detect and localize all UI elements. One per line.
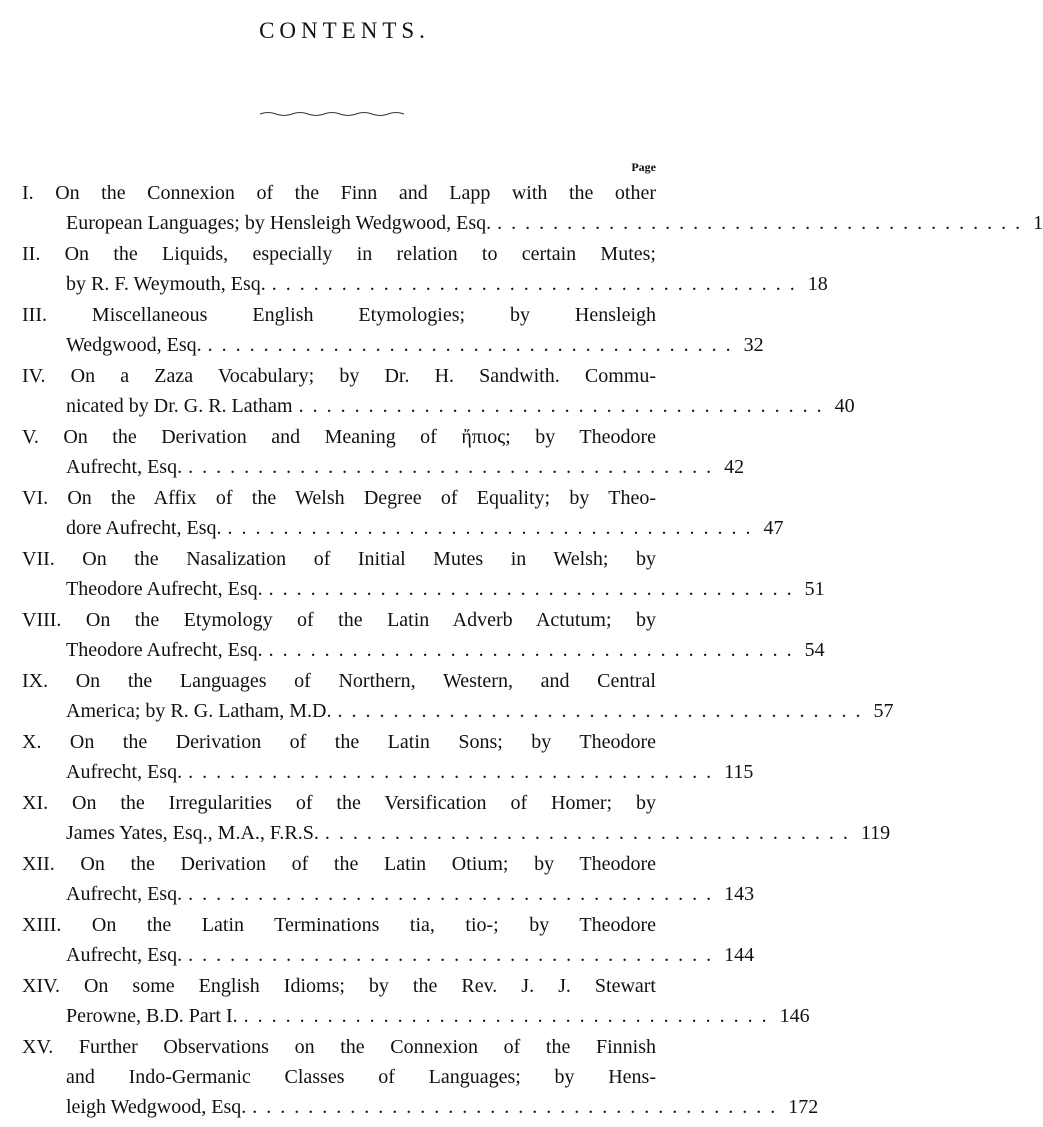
toc-entry [22,605,825,665]
toc-entry [22,239,828,299]
toc-entry-title-line: XV. Further Observations on the Connexion of the Finnish [22,1036,656,1058]
dot-leader: ...................................... [243,1005,776,1027]
decorative-rule [258,110,406,118]
toc-entry-author-line [22,757,754,787]
toc-entry [22,544,825,604]
toc-entry-author: Perowne, B.D. Part I. [66,1005,238,1027]
dot-leader: ...................................... [188,883,721,905]
toc-entry-page-number: 32 [743,334,764,356]
toc-entry-title-line: VI. On the Affix of the Welsh Degree of Equality; by Theo- [22,487,656,509]
toc-entry-page-number: 51 [804,578,825,600]
toc-entry-author-line [22,879,755,909]
toc-entry-author-line [22,452,745,482]
page-title: CONTENTS. [259,18,430,43]
toc-entry [22,849,755,909]
toc-entry-author: dore Aufrecht, Esq. [66,517,222,539]
toc-entry [22,361,855,421]
page-column-label: Page [631,160,656,174]
dot-leader: ...................................... [188,944,721,966]
toc-entry [22,910,755,970]
toc-entry-page-number: 40 [834,395,855,417]
toc-entry-title-line: X. On the Derivation of the Latin Sons; by Theodore [22,731,656,753]
toc-entry-author: leigh Wedgwood, Esq. [66,1096,247,1118]
toc-entry-title-line: VIII. On the Etymology of the Latin Adverb Actutum; by [22,609,656,631]
dot-leader: ...................................... [324,822,857,844]
toc-entry-page-number: 119 [860,822,891,844]
toc-entry-page-number: 1 [1033,212,1043,234]
toc-entry-author-line [22,1001,810,1031]
toc-entry-page-number: 18 [807,273,828,295]
toc-entry-page-number: 57 [873,700,894,722]
toc-entry-page-number: 54 [804,639,825,661]
toc-entry-author: Aufrecht, Esq. [66,456,183,478]
toc-entry-title-line: II. On the Liquids, especially in relation to certain Mutes; [22,243,656,265]
toc-entry [22,422,745,482]
toc-entry-author: Aufrecht, Esq. [66,761,183,783]
dot-leader: ...................................... [188,761,721,783]
toc-entry-author-line [22,696,894,726]
toc-entry [22,178,1043,238]
dot-leader: ...................................... [497,212,1030,234]
toc-entry-page-number: 144 [724,944,755,966]
dot-leader: ...................................... [207,334,740,356]
toc-entry-author: by R. F. Weymouth, Esq. [66,273,266,295]
toc-entry-page-number: 115 [724,761,754,783]
toc-entry-title-line: and Indo-Germanic Classes of Languages; by Hens- [66,1066,656,1088]
toc-entry-author: Aufrecht, Esq. [66,883,183,905]
toc-entry-title-line: XI. On the Irregularities of the Versification of Homer; by [22,792,656,814]
toc-entry-page-number: 42 [724,456,745,478]
toc-entry-title-line: IV. On a Zaza Vocabulary; by Dr. H. Sandwith. Commu- [22,365,656,387]
dot-leader: ...................................... [252,1096,785,1118]
toc-entry-author: nicated by Dr. G. R. Latham [66,395,293,417]
toc-entry-author: America; by R. G. Latham, M.D. [66,700,332,722]
toc-entry-title-line: I. On the Connexion of the Finn and Lapp with the other [22,182,656,204]
toc-entry-author-line [22,818,891,848]
toc-entry-title-line: XIII. On the Latin Terminations tia, tio-; by Theodore [22,914,656,936]
toc-entry-title-line: III. Miscellaneous English Etymologies; by Hensleigh [22,304,656,326]
toc-entry-author: Wedgwood, Esq. [66,334,202,356]
toc-entry [22,666,894,726]
toc-entry [22,788,891,848]
toc-entry-author: Theodore Aufrecht, Esq. [66,578,263,600]
toc-entry [22,1032,819,1122]
toc-entry-title-line: V. On the Derivation and Meaning of ἤπιος; by Theodore [22,426,656,448]
toc-entry-title-line: XII. On the Derivation of the Latin Otium; by Theodore [22,853,656,875]
toc-entry-title-line: XIV. On some English Idioms; by the Rev. J. J. Stewart [22,975,656,997]
toc-entry-author-line [22,391,855,421]
toc-entry-author-line [22,330,764,360]
toc-entry-page-number: 172 [788,1096,819,1118]
toc-entry-page-number: 143 [724,883,755,905]
toc-entry-author: European Languages; by Hensleigh Wedgwood, Esq. [66,212,492,234]
toc-entry-page-number: 47 [763,517,784,539]
toc-entry-page-number: 146 [779,1005,810,1027]
dot-leader: ...................................... [268,578,801,600]
toc-entry-author-line [22,208,1043,238]
dot-leader: ...................................... [271,273,804,295]
toc-entry-title-line: IX. On the Languages of Northern, Western, and Central [22,670,656,692]
toc-entry-author-line [22,574,825,604]
toc-entry-title-line: VII. On the Nasalization of Initial Mutes in Welsh; by [22,548,656,570]
dot-leader: ...................................... [268,639,801,661]
toc-entry-author-line [22,513,784,543]
toc-entry [22,971,810,1031]
toc-entry-author-line [22,269,828,299]
toc-entry-author-line [22,1092,819,1122]
toc-entry-author: James Yates, Esq., M.A., F.R.S. [66,822,319,844]
toc-entry-author: Aufrecht, Esq. [66,944,183,966]
toc-entry [22,300,764,360]
dot-leader: ...................................... [188,456,721,478]
toc-entry [22,727,754,787]
toc-entry-author-line [22,940,755,970]
dot-leader: ...................................... [227,517,760,539]
toc-entry-author: Theodore Aufrecht, Esq. [66,639,263,661]
toc-entry [22,483,784,543]
toc-entry-author-line [22,635,825,665]
dot-leader: ...................................... [298,395,831,417]
dot-leader: ...................................... [337,700,870,722]
